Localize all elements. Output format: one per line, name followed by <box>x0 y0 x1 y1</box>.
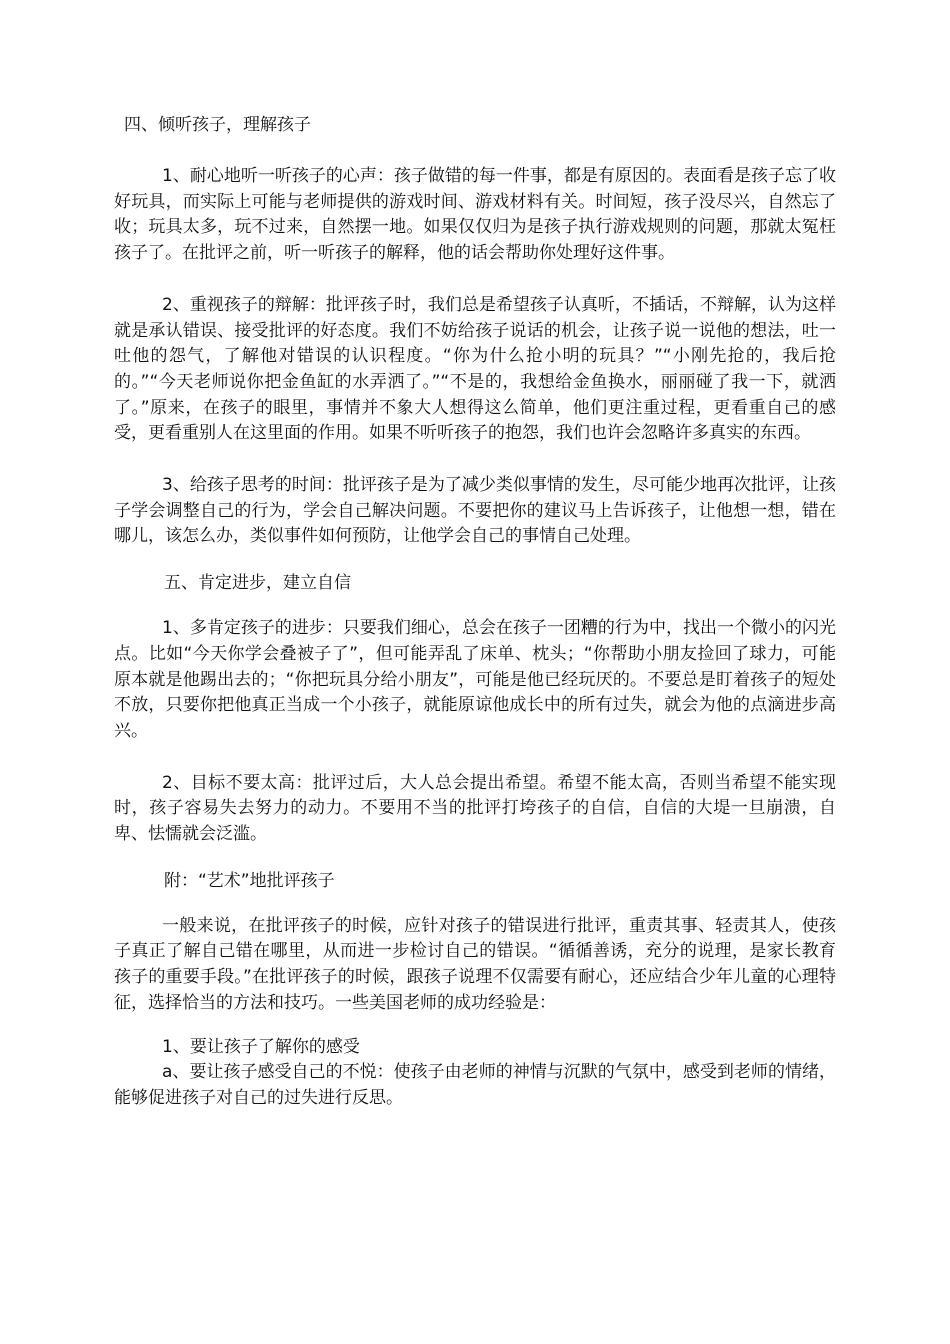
spacer <box>114 745 836 771</box>
spacer <box>114 550 836 570</box>
appendix-item-1a: a、要让孩子感受自己的不悦：使孩子由老师的神情与沉默的气氛中，感受到老师的情绪，能够促进孩子对自己的过失进行反思。 <box>114 1062 836 1108</box>
section-4-paragraph-2: 2、重视孩子的辩解：批评孩子时，我们总是希望孩子认真听，不插话，不辩解，认为这样就是承认错误、接受批评的好态度。我们不妨给孩子说话的机会，让孩子说一说他的想法，吐一吐他的怨气，了解他对错误的认识程度。“你为什么抢小明的玩具？”“小刚先抢的，我后抢的。”“今天老师说你把金鱼缸的水弄洒了。”“不是的，我想给金鱼换水，丽丽碰了我一下，就洒了。”原来，在孩子的眼里，事情并不象大人想得这么简单，他们更注重过程，更看重自己的感受，更看重别人在这里面的作用。如果不听听孩子的抱怨，我们也许会忽略许多真实的东西。 <box>114 294 836 444</box>
appendix-heading: 附：“艺术”地批评孩子 <box>164 870 335 891</box>
spacer <box>114 848 836 868</box>
spacer <box>114 596 836 616</box>
spacer <box>114 1017 836 1035</box>
section-4-paragraph-3: 3、给孩子思考的时间：批评孩子是为了减少类似事情的发生，尽可能少地再次批评，让孩子学会调整自己的行为，学会自己解决问题。不要把你的建议马上告诉孩子，让他想一想，错在哪儿，该怎么办，类似事件如何预防，让他学会自己的事情自己处理。 <box>114 475 836 547</box>
section-4-heading: 四、倾听孩子，理解孩子 <box>124 115 311 135</box>
section-5-paragraph-2: 2、目标不要太高：批评过后，大人总会提出希望。希望不能太高，否则当希望不能实现时，孩子容易失去努力的动力。不要用不当的批评打垮孩子的自信，自信的大堤一旦崩溃，自卑、怯懦就会泛滥。 <box>114 772 836 845</box>
spacer <box>114 267 836 293</box>
spacer <box>114 894 836 914</box>
document-body <box>114 112 836 1112</box>
appendix-item-1: 1、要让孩子了解你的感受 <box>162 1036 360 1057</box>
section-4-paragraph-1: 1、耐心地听一听孩子的心声：孩子做错的每一件事，都是有原因的。表面看是孩子忘了收好玩具，而实际上可能与老师提供的游戏时间、游戏材料有关。时间短，孩子没尽兴，自然忘了收；玩具太多，玩不过来，自然摆一地。如果仅仅归为是孩子执行游戏规则的问题，那就太冤枉孩子了。在批评之前，听一听孩子的解释，他的话会帮助你处理好这件事。 <box>114 166 836 264</box>
spacer <box>114 447 836 473</box>
section-5-heading: 五、肯定进步，建立自信 <box>164 573 351 594</box>
appendix-paragraph-1: 一般来说，在批评孩子的时候，应针对孩子的错误进行批评，重责其事、轻责其人，使孩子真正了解自己错在哪里，从而进一步检讨自己的错误。“循循善诱，充分的说理，是家长教育孩子的重要手段。”在批评孩子的时候，跟孩子说理不仅需要有耐心，还应结合少年儿童的心理特征，选择恰当的方法和技巧。一些美国老师的成功经验是： <box>114 915 836 1013</box>
spacer <box>114 138 836 164</box>
section-5-paragraph-1: 1、多肯定孩子的进步：只要我们细心，总会在孩子一团糟的行为中，找出一个微小的闪光点。比如“今天你学会叠被子了”，但可能弄乱了床单、枕头；“你帮助小朋友捡回了球力，可能原本就是他踢出去的；“你把玩具分给小朋友”，可能是他已经玩厌的。不要总是盯着孩子的短处不放，只要你把他真正当成一个小孩子，就能原谅他成长中的所有过失，就会为他的点滴进步高兴。 <box>114 618 836 741</box>
